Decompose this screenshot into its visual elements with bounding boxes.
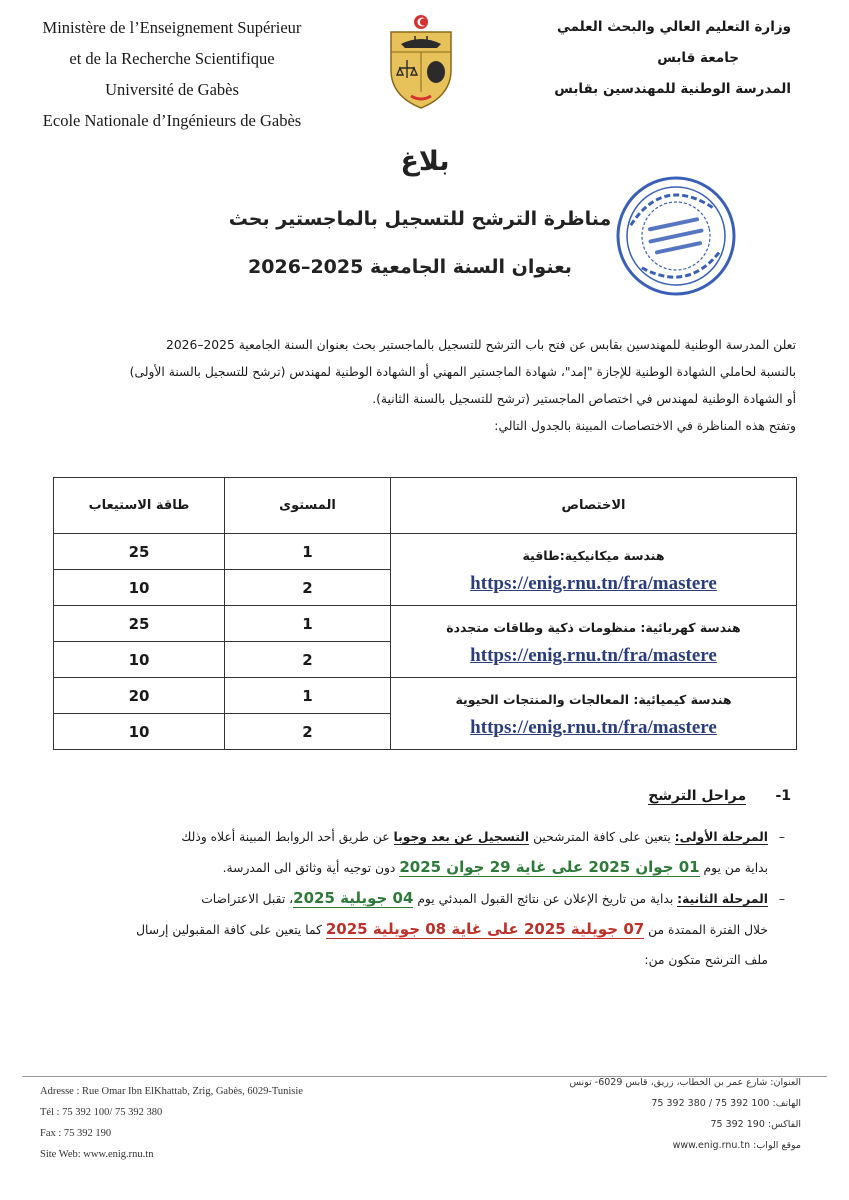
phase2-label: المرحلة الثانية: <box>677 892 768 906</box>
header-specialty: الاختصاص <box>391 478 797 534</box>
intro-line-2: بالنسبة لحاملي الشهادة الوطنية للإجازة "إمد"، شهادة الماجستير المهني أو الشهادة الوطنية لمهندس (ترشح للتسجيل بالسنة الأولى) <box>129 365 796 379</box>
phase2-text-4: كما يتعين على كافة المقبولين إرسال <box>136 923 326 937</box>
ministry-ar: وزارة التعليم العالي والبحث العلمي <box>556 19 791 35</box>
footer-address-ar: العنوان: شارع عمر بن الخطاب، زريق، قابس 6029- تونس <box>569 1077 801 1088</box>
intro-paragraph <box>52 332 796 440</box>
intro-line-1: تعلن المدرسة الوطنية للمهندسين بقابس عن فتح باب الترشح للتسجيل بالماجستير بحث بعنوان السنة الجامعية 2025–2026 <box>166 338 796 352</box>
table-row <box>54 678 797 714</box>
phase1-line1 <box>52 822 796 852</box>
section-title: مراحل الترشح <box>648 788 747 804</box>
phase1-dates: 01 جوان 2025 على غاية 29 جوان 2025 <box>399 858 700 876</box>
phase1-text-2: عن طريق أحد الروابط المبينة أعلاه وذلك <box>181 830 394 844</box>
registration-link[interactable]: https://enig.rnu.tn/fra/mastere <box>470 572 717 594</box>
phase2-line2 <box>52 914 796 945</box>
specialty-cell <box>391 534 797 606</box>
level-cell: 2 <box>225 642 391 678</box>
phase1-emphasis: التسجيل عن بعد وجوبا <box>393 830 530 844</box>
specialty-name: هندسة كهربائية: منظومات ذكية وطاقات متجددة <box>446 619 741 635</box>
ministry-line-2: et de la Recherche Scientifique <box>69 49 275 68</box>
university-ar: جامعة قابس <box>657 50 739 66</box>
table-row <box>54 606 797 642</box>
level-cell: 2 <box>225 570 391 606</box>
table-header-row <box>54 478 797 534</box>
footer-fax-ar: الفاكس: 190 392 75 <box>710 1119 801 1130</box>
academic-year: بعنوان السنة الجامعية 2025–2026 <box>248 256 572 278</box>
capacity-cell: 20 <box>54 678 225 714</box>
capacity-cell: 25 <box>54 534 225 570</box>
header-french <box>22 12 322 136</box>
header-level: المستوى <box>225 478 391 534</box>
level-cell: 1 <box>225 534 391 570</box>
specialty-name: هندسة كيميائية: المعالجات والمنتجات الحيوية <box>455 691 732 707</box>
phase1-label: المرحلة الأولى: <box>674 830 768 844</box>
footer-fax: Fax : 75 392 190 <box>40 1128 112 1139</box>
school-name: Ecole Nationale d’Ingénieurs de Gabès <box>42 111 302 130</box>
phases-list <box>52 822 796 975</box>
phase1-text: يتعين على كافة المترشحين <box>529 830 675 844</box>
tunisia-emblem-icon <box>385 12 457 110</box>
level-cell: 1 <box>225 678 391 714</box>
header-capacity: طاقة الاستيعاب <box>54 478 225 534</box>
footer-phone-ar: الهاتف: 100 392 75 / 380 392 75 <box>651 1098 801 1109</box>
university-name: Université de Gabès <box>105 80 239 99</box>
phase1-text-3: بداية من يوم <box>699 861 768 875</box>
header-arabic <box>531 12 791 105</box>
bullet-dash: – <box>778 830 786 844</box>
phase2-text: بداية من تاريخ الإعلان عن نتائج القبول المبدئي يوم <box>413 892 678 906</box>
intro-line-4: وتفتح هذه المناظرة في الاختصاصات المبينة بالجدول التالي: <box>494 419 796 433</box>
table-row <box>54 534 797 570</box>
phase2-text-3: خلال الفترة الممتدة من <box>644 923 768 937</box>
footer-address: Adresse : Rue Omar Ibn ElKhattab, Zrig, Gabès, 6029-Tunisie <box>40 1086 303 1097</box>
bullet-dash: – <box>778 892 786 906</box>
capacity-cell: 10 <box>54 570 225 606</box>
phase1-text-4: دون توجيه أية وثائق الى المدرسة. <box>222 861 400 875</box>
level-cell: 2 <box>225 714 391 750</box>
intro-line-3: أو الشهادة الوطنية لمهندس في اختصاص الماجستير (ترشح للتسجيل بالسنة الثانية). <box>372 392 796 406</box>
capacity-cell: 10 <box>54 642 225 678</box>
school-ar: المدرسة الوطنية للمهندسين بقابس <box>554 81 791 97</box>
ministry-line-1: Ministère de l’Enseignement Supérieur <box>42 18 302 37</box>
notice-subtitle: مناظرة الترشح للتسجيل بالماجستير بحث <box>228 208 612 230</box>
phase1-line2 <box>52 852 796 883</box>
phase2-date: 04 جويلية 2025 <box>293 889 414 907</box>
notice-title: بلاغ <box>400 146 450 177</box>
section-number: 1- <box>775 788 791 804</box>
phase2-dates: 07 جويلية 2025 على غاية 08 جويلية 2025 <box>325 920 645 938</box>
specialty-cell <box>391 606 797 678</box>
footer-phone: Tél : 75 392 100/ 75 392 380 <box>40 1107 163 1118</box>
specialty-name: هندسة ميكانيكية:طاقية <box>522 547 665 563</box>
capacity-cell: 25 <box>54 606 225 642</box>
footer-website[interactable]: Site Web: www.enig.rnu.tn <box>40 1149 154 1160</box>
specialties-table <box>53 477 797 750</box>
official-stamp-icon <box>612 172 740 300</box>
capacity-cell: 10 <box>54 714 225 750</box>
phase2-line1 <box>52 883 796 914</box>
level-cell: 1 <box>225 606 391 642</box>
footer-arabic <box>569 1072 801 1156</box>
specialty-cell <box>391 678 797 750</box>
phase2-line3 <box>52 945 796 975</box>
registration-link[interactable]: https://enig.rnu.tn/fra/mastere <box>470 644 717 666</box>
registration-link[interactable]: https://enig.rnu.tn/fra/mastere <box>470 716 717 738</box>
phase2-text-2: ، تقبل الاعتراضات <box>201 892 294 906</box>
phase2-text-5: ملف الترشح متكون من: <box>644 953 768 967</box>
footer-website-ar[interactable]: موقع الواب: www.enig.rnu.tn <box>672 1140 801 1151</box>
section-heading <box>648 788 791 804</box>
footer-french <box>40 1081 303 1165</box>
